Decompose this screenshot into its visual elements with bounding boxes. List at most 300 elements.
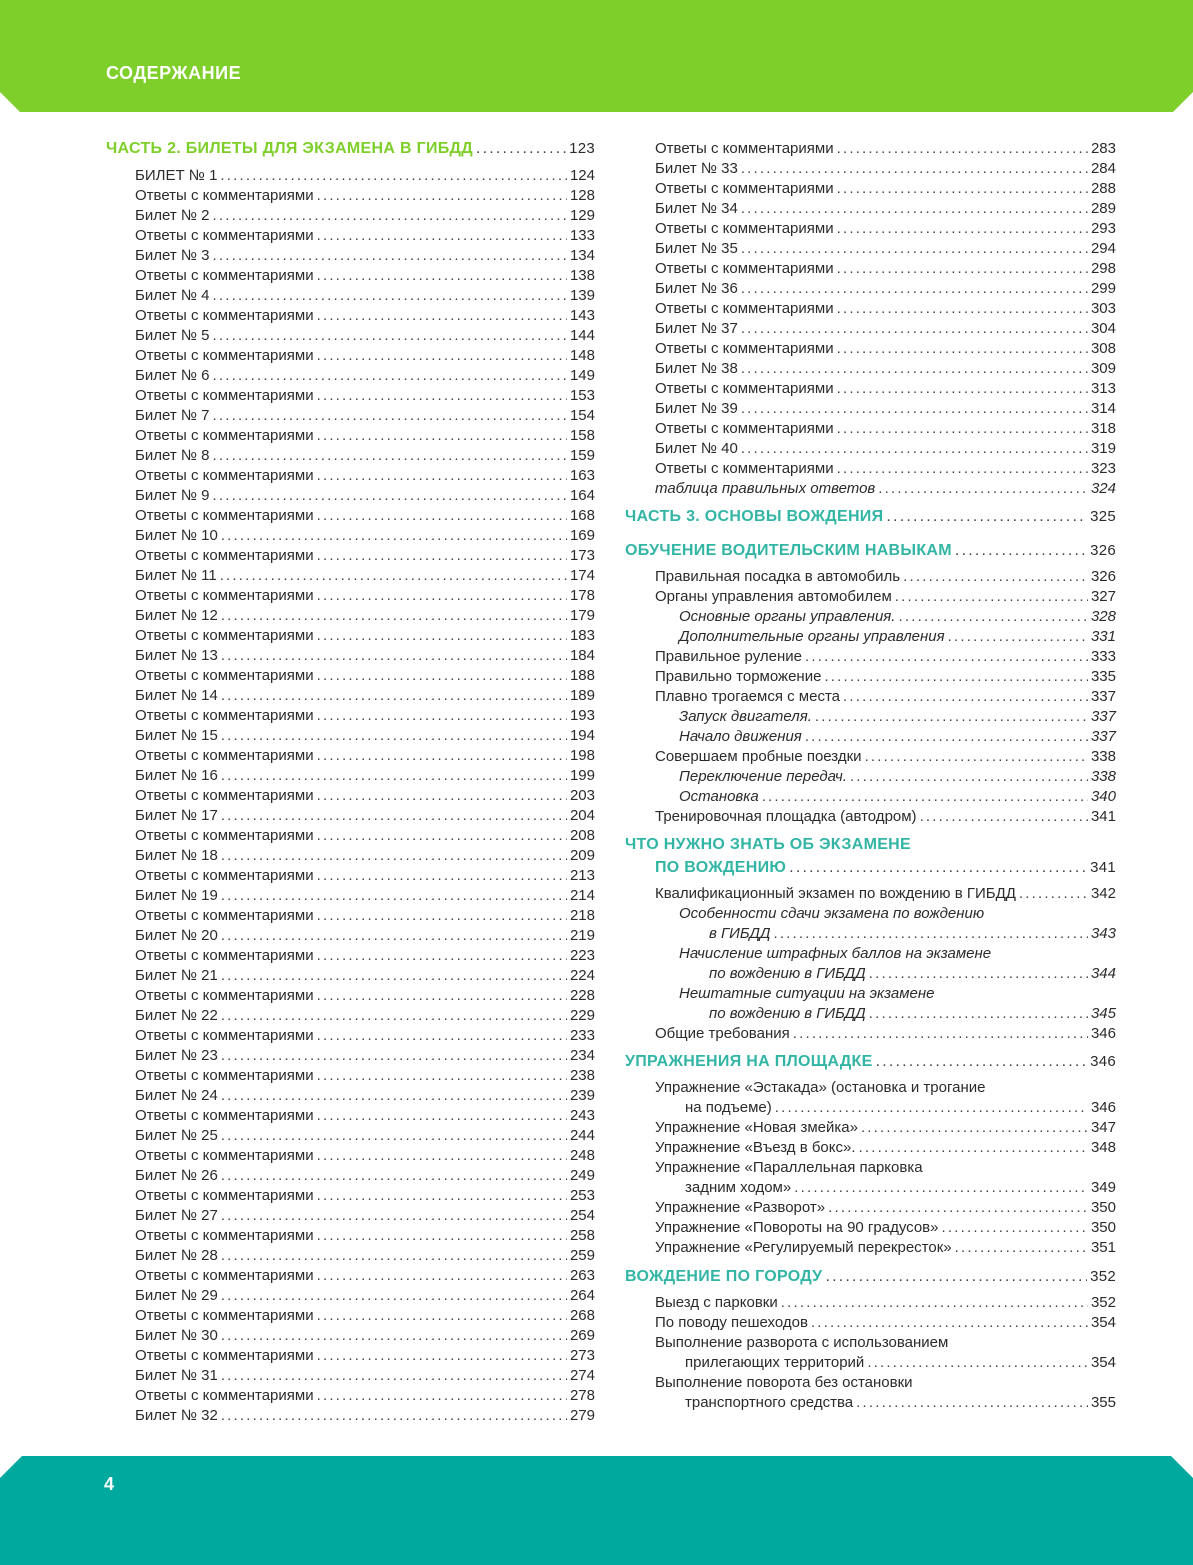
toc-item-title: Билет № 20: [135, 927, 218, 944]
toc-item[interactable]: [135, 506, 595, 526]
toc-item[interactable]: [135, 206, 595, 226]
toc-item[interactable]: [135, 1206, 595, 1226]
toc-item[interactable]: [655, 259, 1116, 279]
toc-page: 288: [1090, 180, 1116, 197]
dot-leader: [837, 259, 1088, 279]
dot-leader: [762, 787, 1088, 807]
toc-item-title: Билет № 2: [135, 207, 210, 224]
toc-item-title: Ответы с комментариями: [135, 507, 314, 524]
toc-page: 348: [1090, 1139, 1116, 1156]
toc-item[interactable]: [135, 826, 595, 846]
toc-page: 234: [569, 1047, 595, 1064]
toc-item[interactable]: [655, 1024, 1116, 1044]
toc-item-title: транспортного средства: [685, 1394, 854, 1411]
toc-item[interactable]: [135, 286, 595, 306]
dot-leader: [317, 706, 567, 726]
toc-page: 309: [1090, 360, 1116, 377]
dot-leader: [317, 946, 567, 966]
toc-item[interactable]: [655, 807, 1116, 827]
toc-page: 344: [1090, 965, 1116, 982]
toc-page: 273: [569, 1347, 595, 1364]
toc-page: 264: [569, 1287, 595, 1304]
toc-item[interactable]: [135, 546, 595, 566]
toc-item[interactable]: [135, 646, 595, 666]
toc-page: 223: [569, 947, 595, 964]
toc-page: 143: [569, 307, 595, 324]
toc-item[interactable]: [135, 186, 595, 206]
toc-item[interactable]: [135, 306, 595, 326]
toc-item[interactable]: [655, 179, 1116, 199]
toc-item-title: Упражнение «Разворот»: [655, 1199, 826, 1216]
toc-item[interactable]: [135, 1026, 595, 1046]
dot-leader: [221, 1046, 567, 1066]
dot-leader: [837, 459, 1088, 479]
toc-page: 138: [569, 267, 595, 284]
toc-item-title: Билет № 10: [135, 527, 218, 544]
dot-leader: [317, 226, 567, 246]
toc-page: 338: [1090, 748, 1116, 765]
dot-leader: [789, 858, 1087, 878]
toc-item[interactable]: [679, 607, 1116, 627]
toc-item-line1[interactable]: Нештатные ситуации на экзамене: [679, 985, 935, 1002]
dot-leader: [212, 326, 567, 346]
dot-leader: [221, 806, 567, 826]
toc-page: 294: [1090, 240, 1116, 257]
toc-item[interactable]: [655, 884, 1116, 904]
toc-item-title: Ответы с комментариями: [135, 187, 314, 204]
toc-item-title: Билет № 25: [135, 1127, 218, 1144]
toc-item-title: Ответы с комментариями: [135, 627, 314, 644]
toc-item[interactable]: [679, 627, 1116, 647]
toc-item[interactable]: [135, 1146, 595, 1166]
dot-leader: [221, 726, 567, 746]
dot-leader: [865, 747, 1088, 767]
toc-item[interactable]: [679, 787, 1116, 807]
toc-item[interactable]: [135, 326, 595, 346]
dot-leader: [221, 1006, 567, 1026]
dot-leader: [317, 626, 567, 646]
toc-page: 343: [1090, 925, 1116, 942]
toc-item-title: Билет № 40: [655, 440, 738, 457]
toc-item[interactable]: [135, 426, 595, 446]
toc-item-line1[interactable]: Выполнение поворота без остановки: [655, 1374, 913, 1391]
toc-page: 213: [569, 867, 595, 884]
toc-item[interactable]: [655, 419, 1116, 439]
toc-section-exercises[interactable]: [625, 1052, 1116, 1072]
toc-item[interactable]: [685, 1353, 1116, 1373]
toc-item-title: Начало движения: [679, 728, 802, 745]
toc-item-title: Ответы с комментариями: [135, 587, 314, 604]
toc-item-title: Ответы с комментариями: [135, 227, 314, 244]
dot-leader: [828, 1198, 1088, 1218]
toc-item[interactable]: [135, 1246, 595, 1266]
toc-page: 268: [569, 1307, 595, 1324]
toc-item[interactable]: [135, 1386, 595, 1406]
toc-item-title: Ответы с комментариями: [135, 547, 314, 564]
toc-item[interactable]: [679, 727, 1116, 747]
toc-item[interactable]: [135, 966, 595, 986]
toc-item-title: Ответы с комментариями: [135, 987, 314, 1004]
toc-item[interactable]: [135, 586, 595, 606]
toc-item[interactable]: [135, 686, 595, 706]
toc-item[interactable]: [655, 1293, 1116, 1313]
toc-item[interactable]: [655, 299, 1116, 319]
toc-item[interactable]: [135, 566, 595, 586]
toc-item[interactable]: [135, 1306, 595, 1326]
dot-leader: [221, 1166, 567, 1186]
toc-page: 327: [1090, 588, 1116, 605]
toc-item[interactable]: [135, 366, 595, 386]
toc-item-title: Ответы с комментариями: [655, 300, 834, 317]
dot-leader: [317, 426, 567, 446]
toc-page: 346: [1090, 1053, 1116, 1070]
toc-page: 153: [569, 387, 595, 404]
dot-leader: [811, 1313, 1088, 1333]
toc-item-title: Ответы с комментариями: [135, 827, 314, 844]
footer-banner: [0, 1456, 1193, 1565]
toc-page: 133: [569, 227, 595, 244]
toc-section-training[interactable]: [625, 541, 1116, 561]
toc-item[interactable]: [135, 166, 595, 186]
toc-item[interactable]: [135, 1346, 595, 1366]
toc-item[interactable]: [135, 946, 595, 966]
toc-item[interactable]: [655, 587, 1116, 607]
dot-leader: [781, 1293, 1088, 1313]
dot-leader: [221, 966, 567, 986]
dot-leader: [317, 1226, 567, 1246]
dot-leader: [741, 359, 1088, 379]
toc-item[interactable]: [135, 1366, 595, 1386]
toc-item-title: Ответы с комментариями: [135, 427, 314, 444]
toc-item[interactable]: [135, 1186, 595, 1206]
toc-item-title: Билет № 36: [655, 280, 738, 297]
dot-leader: [794, 1178, 1088, 1198]
toc-page: 346: [1090, 1025, 1116, 1042]
toc-item-title: Ответы с комментариями: [135, 347, 314, 364]
dot-leader: [824, 667, 1088, 687]
toc-item-title: на подъеме): [685, 1099, 772, 1116]
toc-item[interactable]: [135, 786, 595, 806]
toc-page: 193: [569, 707, 595, 724]
toc-page: 341: [1090, 859, 1116, 876]
toc-item-title: Ответы с комментариями: [135, 667, 314, 684]
toc-page: 263: [569, 1267, 595, 1284]
toc-item[interactable]: [135, 626, 595, 646]
toc-item-title: Упражнение «Регулируемый перекресток»: [655, 1239, 952, 1256]
toc-item-title: Ответы с комментариями: [135, 1067, 314, 1084]
toc-page: 352: [1090, 1294, 1116, 1311]
dot-leader: [741, 279, 1088, 299]
dot-leader: [317, 1266, 567, 1286]
toc-page: 335: [1090, 668, 1116, 685]
toc-item-title: Билет № 38: [655, 360, 738, 377]
toc-item[interactable]: [135, 526, 595, 546]
dot-leader: [867, 1353, 1088, 1373]
toc-item[interactable]: [135, 1126, 595, 1146]
toc-page: 279: [569, 1407, 595, 1424]
toc-item[interactable]: [655, 479, 1116, 499]
toc-item[interactable]: [135, 1066, 595, 1086]
dot-leader: [212, 446, 567, 466]
toc-item-title: Упражнение «Въезд в бокс».: [655, 1139, 856, 1156]
dot-leader: [741, 319, 1088, 339]
toc-item-line1[interactable]: Упражнение «Эстакада» (остановка и трогание: [655, 1079, 986, 1096]
toc-page: 229: [569, 1007, 595, 1024]
toc-item-title: Билет № 35: [655, 240, 738, 257]
dot-leader: [741, 399, 1088, 419]
toc-item-title: Основные органы управления.: [679, 608, 896, 625]
toc-page: 183: [569, 627, 595, 644]
toc-item[interactable]: [655, 1238, 1116, 1258]
toc-item[interactable]: [655, 219, 1116, 239]
toc-item[interactable]: [135, 266, 595, 286]
dot-leader: [317, 306, 567, 326]
toc-page: 253: [569, 1187, 595, 1204]
toc-page: 346: [1090, 1099, 1116, 1116]
toc-page: 173: [569, 547, 595, 564]
toc-item-title: Билет № 16: [135, 767, 218, 784]
toc-item[interactable]: [655, 379, 1116, 399]
toc-item-title: Общие требования: [655, 1025, 790, 1042]
toc-item[interactable]: [709, 924, 1116, 944]
dot-leader: [861, 1118, 1088, 1138]
toc-heading-title: ПО ВОЖДЕНИЮ: [655, 859, 787, 876]
dot-leader: [317, 346, 567, 366]
dot-leader: [220, 166, 567, 186]
dot-leader: [920, 807, 1088, 827]
dot-leader: [805, 727, 1088, 747]
toc-item[interactable]: [135, 1046, 595, 1066]
toc-item[interactable]: [135, 1266, 595, 1286]
dot-leader: [317, 1386, 567, 1406]
toc-page: 259: [569, 1247, 595, 1264]
toc-item-title: Билет № 13: [135, 647, 218, 664]
toc-item[interactable]: [655, 687, 1116, 707]
toc-item-line1[interactable]: Особенности сдачи экзамена по вождению: [679, 905, 985, 922]
toc-item[interactable]: [655, 279, 1116, 299]
toc-part3-heading[interactable]: [625, 507, 1116, 527]
toc-item-title: Запуск двигателя.: [679, 708, 812, 725]
toc-page: 203: [569, 787, 595, 804]
toc-page: 341: [1090, 808, 1116, 825]
toc-item-line1[interactable]: Начисление штрафных баллов на экзамене: [679, 945, 992, 962]
dot-leader: [898, 607, 1088, 627]
toc-item[interactable]: [679, 767, 1116, 787]
toc-item-title: По поводу пешеходов: [655, 1314, 808, 1331]
toc-page: 239: [569, 1087, 595, 1104]
dot-leader: [317, 1146, 567, 1166]
toc-item[interactable]: [655, 747, 1116, 767]
toc-item[interactable]: [135, 806, 595, 826]
page-number: 4: [104, 1474, 115, 1494]
toc-item-title: Ответы с комментариями: [655, 380, 834, 397]
toc-item[interactable]: [135, 986, 595, 1006]
toc-item-title: Плавно трогаемся с места: [655, 688, 840, 705]
toc-section-exam[interactable]: [655, 858, 1116, 878]
toc-page: 337: [1090, 688, 1116, 705]
dot-leader: [837, 419, 1088, 439]
toc-item[interactable]: [135, 1226, 595, 1246]
toc-page: 289: [1090, 200, 1116, 217]
toc-item-title: Упражнение «Повороты на 90 градусов»: [655, 1219, 939, 1236]
toc-item[interactable]: [135, 886, 595, 906]
toc-item[interactable]: [655, 239, 1116, 259]
toc-page: 159: [569, 447, 595, 464]
toc-item[interactable]: [135, 746, 595, 766]
toc-item[interactable]: [709, 1004, 1116, 1024]
dot-leader: [317, 586, 567, 606]
toc-item[interactable]: [655, 359, 1116, 379]
toc-item-title: Тренировочная площадка (автодром): [655, 808, 917, 825]
toc-item-title: Билет № 4: [135, 287, 210, 304]
dot-leader: [837, 139, 1088, 159]
toc-item[interactable]: [655, 1118, 1116, 1138]
toc-item[interactable]: [135, 446, 595, 466]
toc-page: 354: [1090, 1354, 1116, 1371]
toc-page: 278: [569, 1387, 595, 1404]
toc-item[interactable]: [655, 139, 1116, 159]
toc-item[interactable]: [135, 606, 595, 626]
toc-heading-title: ЧАСТЬ 2. БИЛЕТЫ ДЛЯ ЭКЗАМЕНА В ГИБДД: [106, 140, 473, 157]
toc-item[interactable]: [135, 1106, 595, 1126]
toc-item[interactable]: [135, 246, 595, 266]
toc-item[interactable]: [135, 386, 595, 406]
toc-item[interactable]: [655, 647, 1116, 667]
toc-item[interactable]: [655, 199, 1116, 219]
toc-page: 350: [1090, 1199, 1116, 1216]
toc-item[interactable]: [135, 1006, 595, 1026]
toc-item[interactable]: [655, 339, 1116, 359]
toc-item[interactable]: [135, 666, 595, 686]
toc-item[interactable]: [655, 1198, 1116, 1218]
dot-leader: [221, 1126, 567, 1146]
dot-leader: [825, 1267, 1087, 1287]
dot-leader: [221, 1086, 567, 1106]
toc-part2-heading[interactable]: [106, 139, 595, 159]
toc-item[interactable]: [135, 1406, 595, 1426]
toc-page: 347: [1090, 1119, 1116, 1136]
toc-item[interactable]: [135, 926, 595, 946]
toc-item[interactable]: [685, 1098, 1116, 1118]
toc-item[interactable]: [135, 726, 595, 746]
toc-item-title: Билет № 28: [135, 1247, 218, 1264]
toc-item[interactable]: [135, 1326, 595, 1346]
toc-page: 218: [569, 907, 595, 924]
dot-leader: [741, 159, 1088, 179]
dot-leader: [212, 206, 567, 226]
toc-item[interactable]: [655, 1218, 1116, 1238]
dot-leader: [941, 1218, 1087, 1238]
toc-item-title: Ответы с комментариями: [655, 220, 834, 237]
toc-page: 184: [569, 647, 595, 664]
toc-page: 333: [1090, 648, 1116, 665]
toc-item[interactable]: [685, 1178, 1116, 1198]
toc-page: 199: [569, 767, 595, 784]
toc-page: 209: [569, 847, 595, 864]
toc-item-title: Ответы с комментариями: [135, 1147, 314, 1164]
toc-item[interactable]: [135, 1086, 595, 1106]
toc-item[interactable]: [655, 319, 1116, 339]
dot-leader: [886, 507, 1087, 527]
toc-item-title: Билет № 33: [655, 160, 738, 177]
dot-leader: [221, 1326, 567, 1346]
toc-item-title: Билет № 32: [135, 1407, 218, 1424]
toc-item-title: Билет № 9: [135, 487, 210, 504]
toc-item[interactable]: [655, 1313, 1116, 1333]
toc-item-line1[interactable]: Выполнение разворота с использованием: [655, 1334, 949, 1351]
toc-item-title: Ответы с комментариями: [135, 787, 314, 804]
toc-item[interactable]: [135, 226, 595, 246]
dot-leader: [221, 886, 567, 906]
toc-item[interactable]: [655, 567, 1116, 587]
dot-leader: [317, 1346, 567, 1366]
toc-item[interactable]: [135, 406, 595, 426]
dot-leader: [317, 386, 567, 406]
toc-item-title: в ГИБДД: [709, 925, 771, 942]
toc-item-title: Ответы с комментариями: [135, 947, 314, 964]
toc-item[interactable]: [655, 159, 1116, 179]
toc-page: 198: [569, 747, 595, 764]
toc-item-title: Ответы с комментариями: [655, 180, 834, 197]
toc-item-title: Билет № 14: [135, 687, 218, 704]
toc-page: 243: [569, 1107, 595, 1124]
toc-item[interactable]: [655, 667, 1116, 687]
toc-page: 158: [569, 427, 595, 444]
toc-item[interactable]: [135, 706, 595, 726]
toc-item[interactable]: [709, 964, 1116, 984]
toc-page: 163: [569, 467, 595, 484]
toc-item[interactable]: [135, 466, 595, 486]
toc-item-line1[interactable]: Упражнение «Параллельная парковка: [655, 1159, 923, 1176]
toc-page: 340: [1090, 788, 1116, 805]
toc-item[interactable]: [655, 399, 1116, 419]
toc-item[interactable]: [655, 459, 1116, 479]
toc-item[interactable]: [135, 1166, 595, 1186]
toc-item[interactable]: [135, 766, 595, 786]
toc-page: 352: [1090, 1268, 1116, 1285]
dot-leader: [317, 786, 567, 806]
toc-item[interactable]: [135, 906, 595, 926]
toc-page: 299: [1090, 280, 1116, 297]
toc-item[interactable]: [135, 846, 595, 866]
dot-leader: [775, 1098, 1088, 1118]
dot-leader: [317, 906, 567, 926]
toc-section-exam-line1[interactable]: ЧТО НУЖНО ЗНАТЬ ОБ ЭКЗАМЕНЕ: [625, 836, 912, 853]
toc-page: 326: [1090, 568, 1116, 585]
toc-item[interactable]: [655, 1138, 1116, 1158]
toc-item-title: Билет № 15: [135, 727, 218, 744]
toc-item-title: Билет № 3: [135, 247, 210, 264]
toc-item[interactable]: [685, 1393, 1116, 1413]
toc-section-city[interactable]: [625, 1267, 1116, 1287]
toc-item[interactable]: [679, 707, 1116, 727]
toc-item[interactable]: [135, 866, 595, 886]
toc-item-title: таблица правильных ответов: [655, 480, 876, 497]
toc-item[interactable]: [655, 439, 1116, 459]
dot-leader: [805, 647, 1088, 667]
toc-item[interactable]: [135, 346, 595, 366]
toc-item[interactable]: [135, 486, 595, 506]
dot-leader: [476, 139, 566, 159]
toc-page: 342: [1090, 885, 1116, 902]
toc-item[interactable]: [135, 1286, 595, 1306]
toc-page: 345: [1090, 1005, 1116, 1022]
toc-item-title: БИЛЕТ № 1: [135, 167, 218, 184]
dot-leader: [221, 686, 567, 706]
toc-item-title: Органы управления автомобилем: [655, 588, 892, 605]
toc-item-title: Билет № 12: [135, 607, 218, 624]
dot-leader: [317, 1186, 567, 1206]
